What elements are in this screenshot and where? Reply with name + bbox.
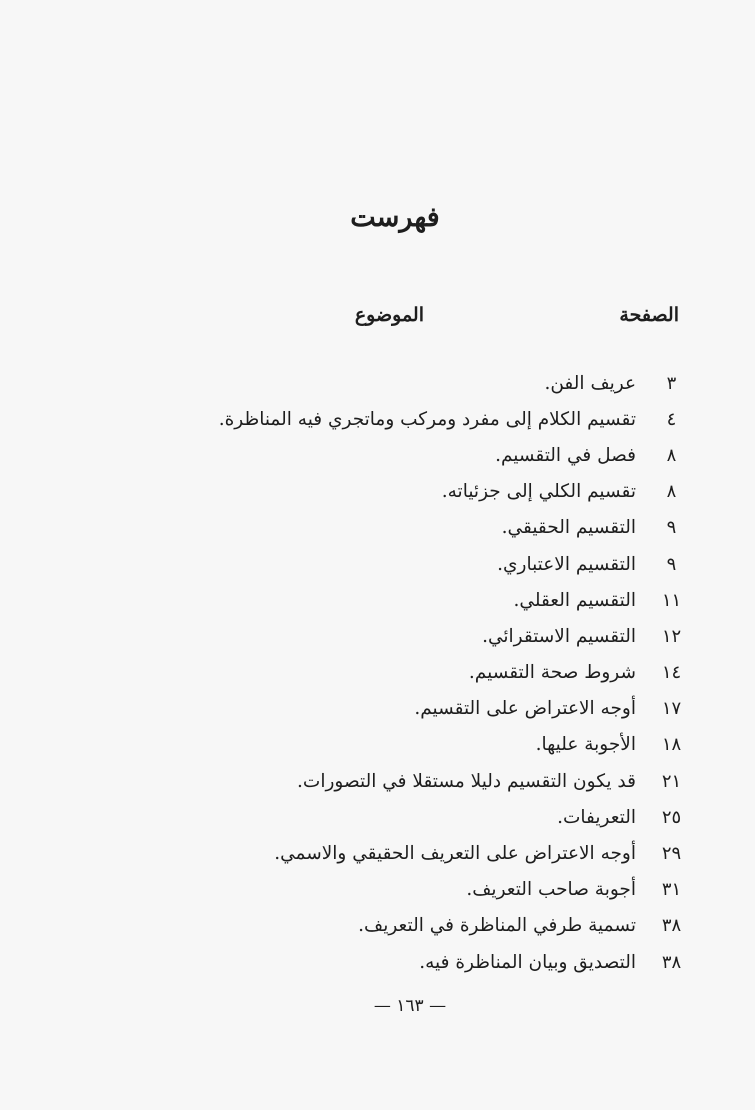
- toc-entry-page: ١٢: [661, 625, 682, 647]
- toc-list: [199, 365, 699, 980]
- toc-entry: [199, 835, 699, 871]
- toc-entry-page: ٤: [666, 408, 677, 430]
- toc-entry: [199, 727, 699, 763]
- toc-entry: [199, 401, 699, 437]
- toc-entry-page: ٢١: [661, 770, 682, 792]
- toc-entry-topic: تقسيم الكلام إلى مفرد ومركب وماتجري فيه المناظرة.: [218, 408, 636, 430]
- toc-entry: [199, 618, 699, 654]
- toc-entry-topic: التقسيم الاستقرائي.: [482, 625, 636, 647]
- page-title: فهرست: [350, 202, 440, 233]
- toc-entry: [199, 582, 699, 618]
- toc-entry-topic: التقسيم الحقيقي.: [501, 517, 636, 539]
- column-header-topic: الموضوع: [354, 304, 424, 326]
- toc-entry: [199, 510, 699, 546]
- toc-entry-page: ١١: [661, 589, 682, 611]
- toc-entry: [199, 655, 699, 691]
- toc-entry-topic: التقسيم الاعتباري.: [497, 553, 636, 575]
- toc-entry: [199, 546, 699, 582]
- toc-entry: [199, 908, 699, 944]
- toc-entry-page: ٢٥: [661, 806, 682, 828]
- toc-entry-page: ٨: [666, 444, 677, 466]
- toc-entry-topic: أوجه الاعتراض على التقسيم.: [414, 698, 636, 720]
- toc-entry-page: ١٨: [661, 734, 682, 756]
- toc-entry-topic: أوجه الاعتراض على التعريف الحقيقي والاسمي.: [274, 843, 636, 865]
- toc-entry: [199, 437, 699, 473]
- toc-entry-page: ٩: [666, 553, 677, 575]
- toc-entry: [199, 944, 699, 980]
- toc-entry-topic: الأجوبة عليها.: [535, 734, 636, 756]
- toc-entry-page: ١٧: [661, 698, 682, 720]
- toc-entry: [199, 474, 699, 510]
- toc-entry: [199, 763, 699, 799]
- toc-entry-topic: التصديق وبيان المناظرة فيه.: [419, 951, 636, 973]
- toc-entry: [199, 365, 699, 401]
- toc-entry-page: ٩: [666, 517, 677, 539]
- page-number-footer: — ١٦٣ —: [373, 996, 447, 1016]
- toc-entry-page: ٣١: [661, 879, 682, 901]
- toc-entry-topic: التقسيم العقلي.: [513, 589, 636, 611]
- column-header-page: الصفحة: [619, 304, 679, 326]
- toc-entry-page: ٣: [666, 372, 677, 394]
- toc-entry-topic: فصل في التقسيم.: [495, 444, 636, 466]
- toc-entry-page: ٣٨: [661, 915, 682, 937]
- toc-entry-topic: عريف الفن.: [544, 372, 636, 394]
- toc-entry-topic: شروط صحة التقسيم.: [468, 662, 636, 684]
- toc-entry: [199, 799, 699, 835]
- toc-entry-page: ٣٨: [661, 951, 682, 973]
- toc-entry-topic: قد يكون التقسيم دليلا مستقلا في التصورات.: [297, 770, 636, 792]
- toc-entry-topic: أجوبة صاحب التعريف.: [466, 879, 636, 901]
- toc-entry: [199, 691, 699, 727]
- toc-entry-page: ١٤: [661, 662, 682, 684]
- toc-entry-page: ٨: [666, 481, 677, 503]
- toc-entry: [199, 872, 699, 908]
- toc-entry-topic: التعريفات.: [557, 806, 636, 828]
- toc-entry-page: ٢٩: [661, 843, 682, 865]
- toc-entry-topic: تقسيم الكلي إلى جزئياته.: [441, 481, 636, 503]
- toc-entry-topic: تسمية طرفي المناظرة في التعريف.: [358, 915, 636, 937]
